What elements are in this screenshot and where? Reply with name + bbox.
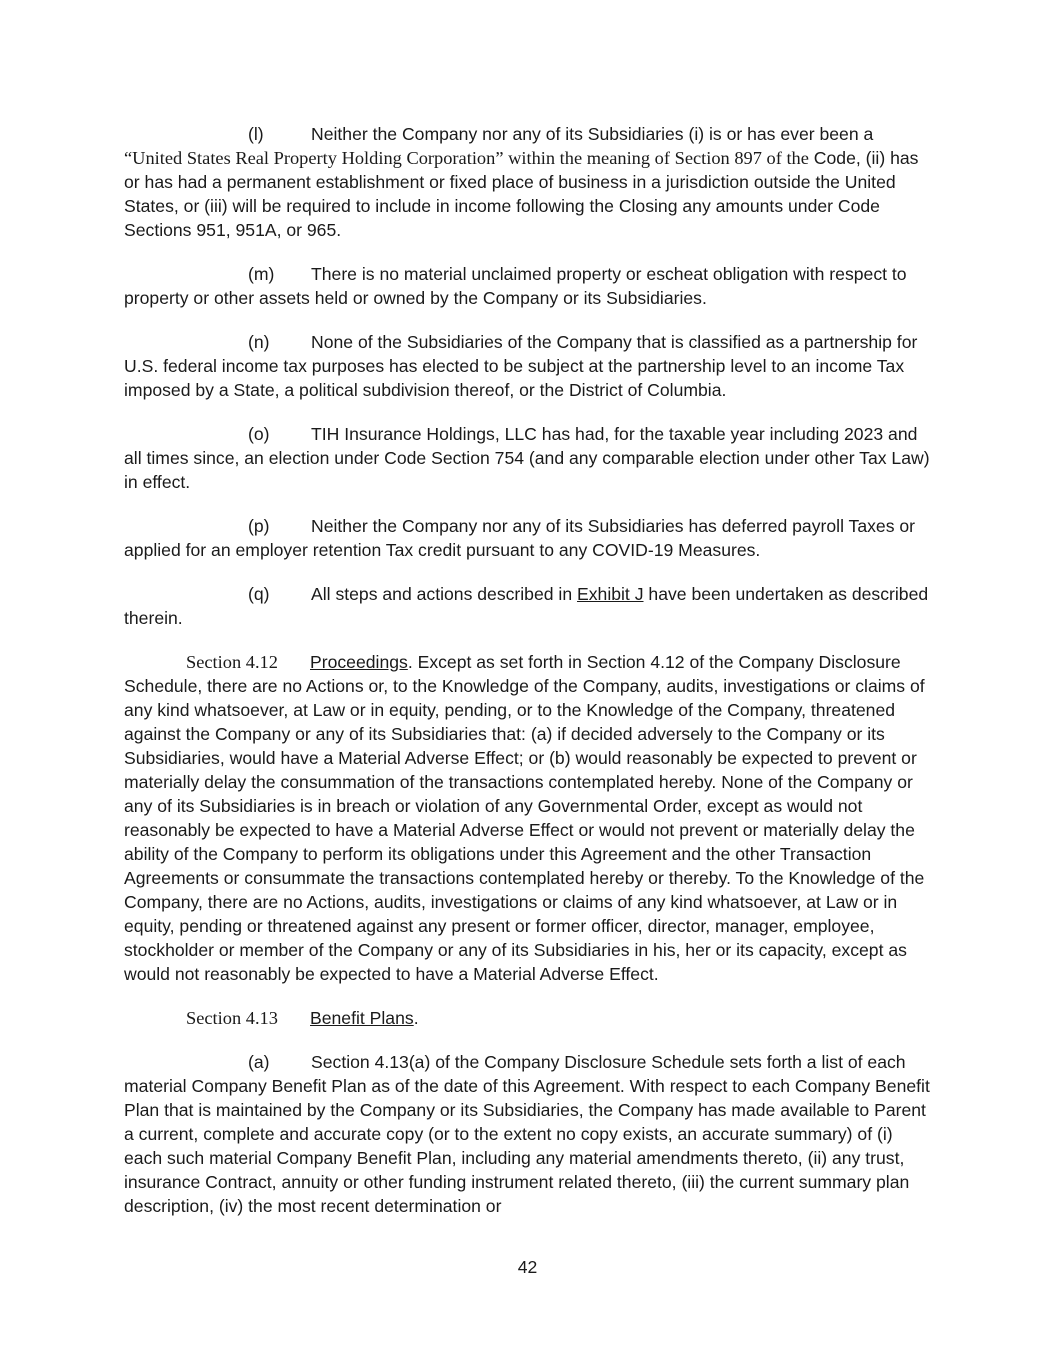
section-4-12: [124, 650, 932, 986]
paragraph-text: Code, (ii) has or has had a permanent establishment or fixed place of business in a jurisdiction outside the United States, or (iii) will be required to include in income following the Closing any amounts under Code Sections 951, 951A, or 965.: [124, 148, 919, 240]
section-text: . Except as set forth in Section 4.12 of the Company Disclosure Schedule, there are no Actions or, to the Knowledge of the Company, audits, investigations or claims of any kind whatsoever, at Law or in equity, pending, or to the Knowledge of the Company, threatened against the Company or any of its Subsidiaries that: (a) if decided adversely to the Company or its Subsidiaries, would have a Material Adverse Effect; or (b) would reasonably be expected to prevent or materially delay the consummation of the transactions contemplated hereby. None of the Company or any of its Subsidiaries is in breach or violation of any Governmental Order, except as would not reasonably be expected to have a Material Adverse Effect or would not prevent or materially delay the ability of the Company to perform its obligations under this Agreement and the other Transaction Agreements or consummate the transactions contemplated hereby or thereby. To the Knowledge of the Company, there are no Actions, audits, investigations or claims of any kind whatsoever, at Law or in equity, pending or threatened against any present or former officer, director, manager, employee, stockholder or member of the Company or any of its Subsidiaries in his, her or its capacity, except as would not reasonably be expected to have a Material Adverse Effect.: [124, 652, 925, 984]
exhibit-j-reference: Exhibit J: [577, 584, 644, 604]
paragraph-m: [124, 262, 932, 310]
paragraph-label: (l): [248, 124, 264, 144]
paragraph-text: There is no material unclaimed property or escheat obligation with respect to property or other assets held or owned by the Company or its Subsidiaries.: [124, 264, 907, 308]
paragraph-label: (a): [248, 1052, 270, 1072]
paragraph-text: TIH Insurance Holdings, LLC has had, for the taxable year including 2023 and all times since, an election under Code Section 754 (and any comparable election under other Tax Law) in effect.: [124, 424, 930, 492]
paragraph-text: Neither the Company nor any of its Subsidiaries has deferred payroll Taxes or applied for an employer retention Tax credit pursuant to any COVID-19 Measures.: [124, 516, 916, 560]
paragraph-n: [124, 330, 932, 402]
paragraph-label: (q): [248, 584, 270, 604]
page-number: 42: [517, 1257, 538, 1277]
paragraph-o: [124, 422, 932, 494]
paragraph-text: Section 4.13(a) of the Company Disclosure Schedule sets forth a list of each material Company Benefit Plan as of the date of this Agreement. With respect to each Company Benefit Plan that is maintained by the Company or its Subsidiaries, the Company has made available to Parent a current, complete and accurate copy (or to the extent no copy exists, an accurate summary) of (i) each such material Company Benefit Plan, including any material amendments thereto, (ii) any trust, insurance Contract, annuity or other funding instrument related thereto, (iii) the current summary plan description, (iv) the most recent determination or: [124, 1052, 930, 1216]
paragraph-label: (m): [248, 264, 275, 284]
paragraph-l: [124, 122, 932, 242]
document-page: [124, 122, 932, 1238]
paragraph-text: All steps and actions described in: [311, 584, 578, 604]
section-4-13: [124, 1006, 932, 1030]
paragraph-label: (n): [248, 332, 270, 352]
paragraph-text: None of the Subsidiaries of the Company that is classified as a partnership for U.S. federal income tax purposes has elected to be subject at the partnership level to an income Tax imposed by a State, a political subdivision thereof, or the District of Columbia.: [124, 332, 918, 400]
paragraph-p: [124, 514, 932, 562]
section-number: Section 4.13: [186, 1008, 278, 1028]
paragraph-text: Neither the Company nor any of its Subsidiaries (i) is or has ever been a: [311, 124, 874, 144]
section-heading: Proceedings: [310, 652, 408, 672]
section-number: Section 4.12: [186, 652, 278, 672]
paragraph-label: (p): [248, 516, 270, 536]
paragraph-text-serif: “United States Real Property Holding Corporation” within the meaning of Section 897 of the: [124, 148, 809, 168]
section-heading: Benefit Plans: [310, 1008, 414, 1028]
paragraph-q: [124, 582, 932, 630]
section-heading-trail: .: [413, 1008, 419, 1028]
section-4-13-a: [124, 1050, 932, 1218]
paragraph-label: (o): [248, 424, 270, 444]
paragraph-text: have been undertaken as described therein.: [124, 584, 929, 628]
